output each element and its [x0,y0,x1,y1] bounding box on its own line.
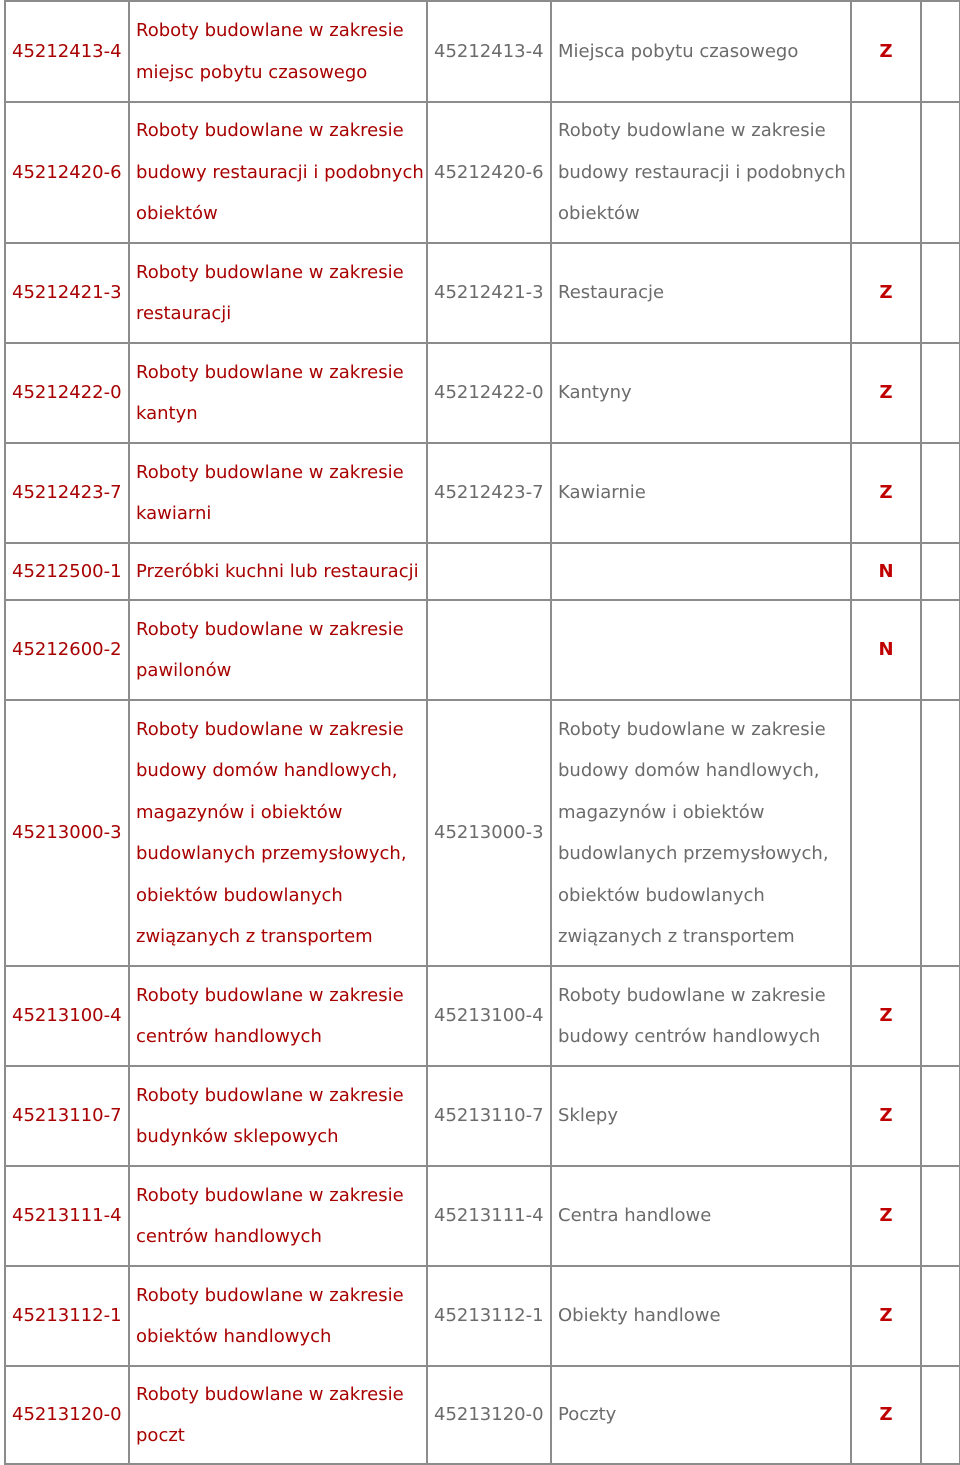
reference-description [551,700,851,966]
reference-description [551,966,851,1066]
cpv-description [129,966,427,1066]
cpv-description-line: restauracji [136,303,232,324]
cpv-description-line: centrów handlowych [136,1226,322,1247]
reference-description [551,443,851,543]
empty-cell [921,543,960,600]
reference-code [427,543,551,600]
reference-code: 45212420-6 [427,102,551,243]
status-flag: N [851,600,921,700]
status-flag: Z [851,243,921,343]
reference-description-line: Miejsca pobytu czasowego [558,40,799,62]
reference-description [551,243,851,343]
cpv-description-line: kantyn [136,403,198,424]
cpv-description-line: budowy domów handlowych, [136,760,398,781]
cpv-description-line: budynków sklepowych [136,1126,339,1147]
empty-cell [921,243,960,343]
table-row [5,343,960,443]
cpv-code: 45212421-3 [5,243,129,343]
cpv-description [129,1166,427,1266]
table-row [5,243,960,343]
cpv-description-line: Roboty budowlane w zakresie [136,984,404,1006]
reference-description [551,1366,851,1464]
reference-description-line: Kawiarnie [558,482,646,504]
cpv-code: 45212413-4 [5,1,129,102]
reference-description [551,543,851,600]
reference-description-line: Kantyny [558,382,632,404]
reference-code: 45213100-4 [427,966,551,1066]
status-flag [851,102,921,243]
cpv-description-line: Roboty budowlane w zakresie [136,361,404,383]
cpv-description-line: poczt [136,1425,185,1446]
table-row [5,1266,960,1366]
reference-code: 45212413-4 [427,1,551,102]
status-flag: Z [851,343,921,443]
cpv-description [129,1,427,102]
cpv-code: 45213100-4 [5,966,129,1066]
reference-description [551,600,851,700]
cpv-code: 45212422-0 [5,343,129,443]
cpv-description-line: kawiarni [136,503,212,524]
reference-description-line: Roboty budowlane w zakresie [558,120,826,142]
reference-description-line: budowy restauracji i podobnych [558,161,846,183]
cpv-description-line: obiektów [136,203,218,225]
reference-description-line: Sklepy [558,1105,619,1127]
cpv-description-line: Przeróbki kuchni lub restauracji [136,560,419,582]
empty-cell [921,1366,960,1464]
status-flag: Z [851,443,921,543]
cpv-description-line: Roboty budowlane w zakresie [136,120,404,142]
status-flag: Z [851,1166,921,1266]
cpv-description-line: Roboty budowlane w zakresie [136,461,404,483]
status-flag: Z [851,1066,921,1166]
reference-code: 45212422-0 [427,343,551,443]
reference-code: 45213110-7 [427,1066,551,1166]
cpv-description-line: Roboty budowlane w zakresie [136,261,404,283]
cpv-code: 45212600-2 [5,600,129,700]
table-row [5,543,960,600]
status-flag: Z [851,966,921,1066]
table-row [5,102,960,243]
cpv-code: 45213112-1 [5,1266,129,1366]
cpv-description-line: Roboty budowlane w zakresie [136,1084,404,1106]
reference-description-line: obiektów budowlanych [558,884,765,906]
table-row [5,600,960,700]
cpv-description [129,1066,427,1166]
cpv-code: 45213000-3 [5,700,129,966]
empty-cell [921,343,960,443]
cpv-description-line: budowy restauracji i podobnych [136,161,424,183]
cpv-description-line: Roboty budowlane w zakresie [136,1184,404,1206]
cpv-description-line: Roboty budowlane w zakresie [136,618,404,640]
cpv-table [4,0,960,1465]
reference-description [551,1,851,102]
reference-code: 45213120-0 [427,1366,551,1464]
table-row [5,443,960,543]
status-flag: Z [851,1366,921,1464]
cpv-code: 45212500-1 [5,543,129,600]
empty-cell [921,966,960,1066]
empty-cell [921,700,960,966]
empty-cell [921,443,960,543]
reference-description [551,1166,851,1266]
cpv-description-line: związanych z transportem [136,926,373,947]
cpv-description [129,600,427,700]
table-row [5,1166,960,1266]
cpv-description-line: Roboty budowlane w zakresie [136,1383,404,1405]
cpv-description [129,1366,427,1464]
reference-description-line: budowy domów handlowych, [558,760,820,781]
reference-code [427,600,551,700]
table-row [5,1,960,102]
reference-description-line: związanych z transportem [558,926,795,947]
table-row [5,700,960,966]
reference-description-line: magazynów i obiektów [558,801,765,823]
reference-description-line: budowy centrów handlowych [558,1026,821,1047]
reference-code: 45213000-3 [427,700,551,966]
reference-code: 45212423-7 [427,443,551,543]
cpv-description [129,343,427,443]
cpv-description-line: Roboty budowlane w zakresie [136,718,404,740]
reference-description [551,102,851,243]
empty-cell [921,600,960,700]
table-body [5,1,960,1464]
empty-cell [921,1,960,102]
empty-cell [921,1266,960,1366]
cpv-code: 45212420-6 [5,102,129,243]
cpv-description [129,543,427,600]
cpv-description-line: pawilonów [136,660,232,681]
cpv-description-line: obiektów budowlanych [136,884,343,906]
cpv-description [129,443,427,543]
reference-code: 45213112-1 [427,1266,551,1366]
cpv-description-line: budowlanych przemysłowych, [136,843,407,864]
reference-description-line: Roboty budowlane w zakresie [558,984,826,1006]
reference-code: 45212421-3 [427,243,551,343]
cpv-description [129,700,427,966]
empty-cell [921,1066,960,1166]
cpv-description-line: obiektów handlowych [136,1326,332,1347]
reference-description [551,1066,851,1166]
table-row [5,1066,960,1166]
reference-description [551,1266,851,1366]
reference-code: 45213111-4 [427,1166,551,1266]
reference-description [551,343,851,443]
cpv-code: 45213120-0 [5,1366,129,1464]
status-flag [851,700,921,966]
table-row [5,1366,960,1464]
cpv-code: 45212423-7 [5,443,129,543]
reference-description-line: budowlanych przemysłowych, [558,843,829,864]
cpv-description-line: Roboty budowlane w zakresie [136,1284,404,1306]
status-flag: Z [851,1,921,102]
cpv-description-line: Roboty budowlane w zakresie [136,20,404,41]
reference-description-line: Centra handlowe [558,1205,712,1227]
reference-description-line: Obiekty handlowe [558,1305,721,1327]
empty-cell [921,102,960,243]
cpv-code: 45213110-7 [5,1066,129,1166]
cpv-description [129,243,427,343]
reference-description-line: Poczty [558,1404,617,1426]
cpv-description-line: magazynów i obiektów [136,801,343,823]
cpv-description-line: centrów handlowych [136,1026,322,1047]
cpv-description [129,1266,427,1366]
reference-description-line: Roboty budowlane w zakresie [558,718,826,740]
reference-description-line: Restauracje [558,282,665,304]
table-row [5,966,960,1066]
status-flag: N [851,543,921,600]
status-flag: Z [851,1266,921,1366]
empty-cell [921,1166,960,1266]
cpv-code: 45213111-4 [5,1166,129,1266]
cpv-description-line: miejsc pobytu czasowego [136,61,368,83]
cpv-description [129,102,427,243]
reference-description-line: obiektów [558,203,640,225]
